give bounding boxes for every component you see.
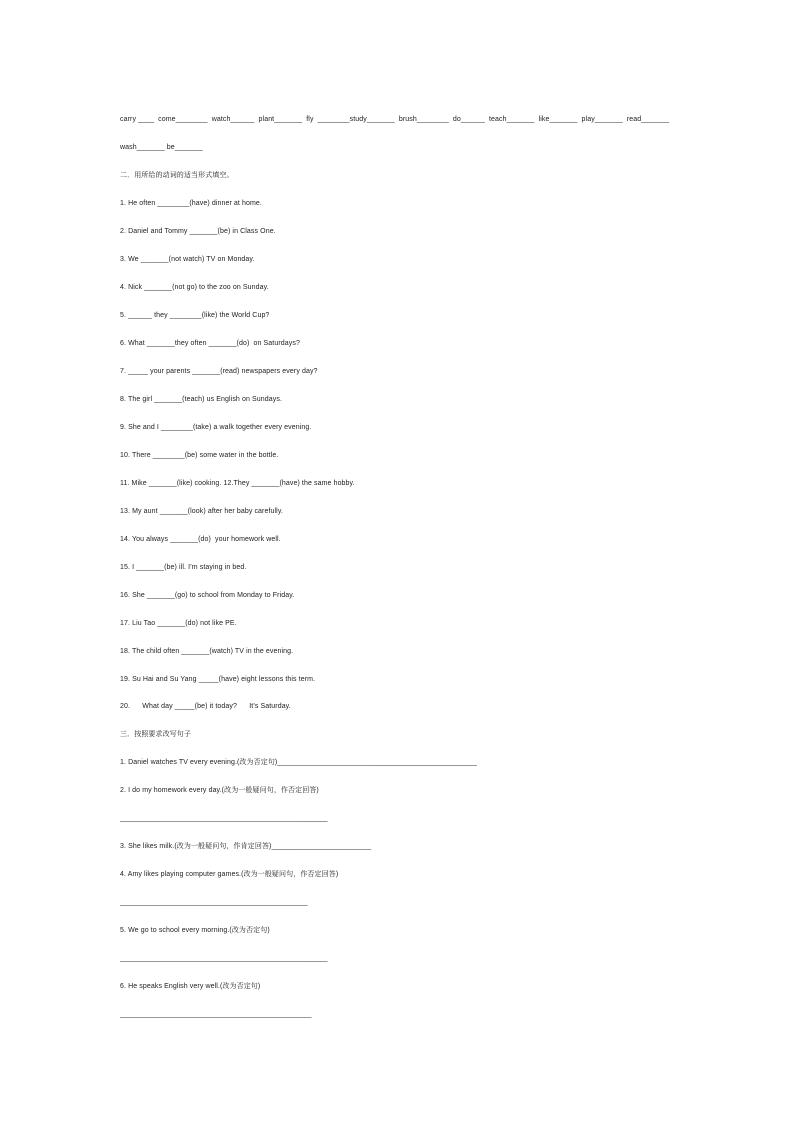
exercise-item-17: 17. Liu Tao _______(do) not like PE. <box>120 620 237 627</box>
exercise-item-3: 3. We _______(not watch) TV on Monday. <box>120 256 255 263</box>
exercise-item-8: 8. The girl _______(teach) us English on Sundays. <box>120 396 282 403</box>
rewrite-item-3: 3. She likes milk.(改为一般疑问句，作肯定回答)_________________________ <box>120 843 372 850</box>
exercise-item-10: 10. There ________(be) some water in the bottle. <box>120 452 279 459</box>
section-2-heading: 二．用所给的动词的适当形式填空。 <box>120 172 234 179</box>
exercise-item-4: 4. Nick _______(not go) to the zoo on Sunday. <box>120 284 269 291</box>
exercise-item-19: 19. Su Hai and Su Yang _____(have) eight lessons this term. <box>120 676 316 683</box>
answer-line-4: _______________________________________________ <box>120 899 308 906</box>
exercise-item-1: 1. He often ________(have) dinner at home. <box>120 200 262 207</box>
exercise-item-16: 16. She _______(go) to school from Monday to Friday. <box>120 592 295 599</box>
verb-list-row-1: carry ____ come________ watch______ plant_______ fly ________study_______ brush________ do______ teach_______ like_______ play_______ read_______ <box>120 116 670 123</box>
rewrite-item-2: 2. I do my homework every day.(改为一般疑问句，作否定回答) <box>120 787 319 794</box>
answer-line-5: ____________________________________________________ <box>120 955 328 962</box>
exercise-item-20: 20. What day _____(be) it today? It’s Saturday. <box>120 703 291 710</box>
answer-line-2: ____________________________________________________ <box>120 815 328 822</box>
exercise-item-5: 5. ______ they ________(like) the World Cup? <box>120 312 270 319</box>
section-3-heading: 三．按照要求改写句子 <box>120 731 191 738</box>
exercise-item-6: 6. What _______they often _______(do) on Saturdays? <box>120 340 300 347</box>
exercise-item-15: 15. I _______(be) ill. I’m staying in bed. <box>120 564 247 571</box>
exercise-item-14: 14. You always _______(do) your homework well. <box>120 536 281 543</box>
exercise-item-18: 18. The child often _______(watch) TV in the evening. <box>120 648 294 655</box>
exercise-item-11-12: 11. Mike _______(like) cooking. 12.They _______(have) the same hobby. <box>120 480 355 487</box>
verb-list-row-2: wash_______ be_______ <box>120 144 203 151</box>
rewrite-item-5: 5. We go to school every morning.(改为否定句) <box>120 927 270 934</box>
exercise-item-9: 9. She and I ________(take) a walk together every evening. <box>120 424 312 431</box>
answer-line-6: ________________________________________________ <box>120 1011 312 1018</box>
exercise-item-7: 7. _____ your parents _______(read) newspapers every day? <box>120 368 318 375</box>
exercise-item-2: 2. Daniel and Tommy _______(be) in Class One. <box>120 228 276 235</box>
rewrite-item-6: 6. He speaks English very well.(改为否定句) <box>120 983 261 990</box>
rewrite-item-4: 4. Amy likes playing computer games.(改为一般疑问句，作否定回答) <box>120 871 339 878</box>
exercise-item-13: 13. My aunt _______(look) after her baby carefully. <box>120 508 283 515</box>
rewrite-item-1: 1. Daniel watches TV every evening.(改为否定句)__________________________________________________ <box>120 759 478 766</box>
